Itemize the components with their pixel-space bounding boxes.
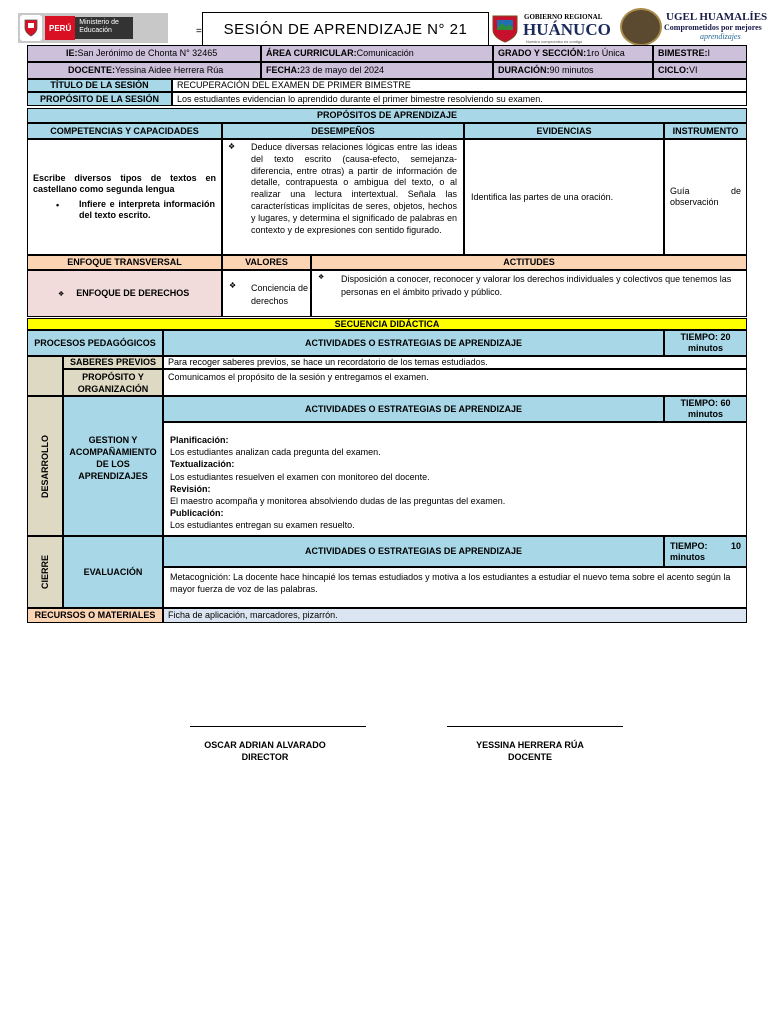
bimestre-cell: [653, 45, 747, 62]
ciclo-cell: [653, 62, 747, 79]
ie-cell: [27, 45, 261, 62]
recursos-text: Ficha de aplicación, marcadores, pizarrón.: [163, 608, 747, 623]
minedu-logo: [18, 13, 168, 43]
docente-role: DOCENTE: [507, 752, 552, 762]
cierre-phase-cell: [27, 536, 63, 608]
gestion-cell: [63, 396, 163, 536]
ciclo-label: CICLO:: [658, 65, 689, 75]
gestion-label: GESTION Y ACOMPAÑAMIENTO DE LOS APRENDIZAJES: [69, 435, 157, 481]
evaluacion-text: Metacognición: La docente hace hincapié los temas estudiados y motiva a los estudiantes a estudiar el nuevo tema sobre el acento según la mayor fuerza de voz de las palabras.: [163, 567, 747, 608]
propositos-title: PROPÓSITOS DE APRENDIZAJE: [27, 108, 747, 123]
docente-label: DOCENTE:: [68, 65, 115, 75]
cierre-time-unit: minutos: [670, 552, 705, 562]
gobierno-top-label: GOBIERNO REGIONAL: [524, 13, 603, 21]
valor-cell: [222, 270, 311, 317]
area-value: Comunicación: [356, 48, 414, 58]
actitud-bullet-icon: ❖: [318, 274, 325, 281]
valor-bullet-icon: ❖: [229, 281, 237, 290]
page-title: SESIÓN DE APRENDIZAJE N° 21: [202, 12, 489, 46]
saberes-text: Para recoger saberes previos, se hace un recordatorio de los temas estudiados.: [163, 356, 747, 369]
enfoque-text: ENFOQUE DE DERECHOS: [76, 288, 190, 298]
textualizacion-text: Los estudiantes resuelven el examen con monitoreo del docente.: [170, 471, 430, 482]
peru-shield-icon: [20, 15, 42, 41]
proposito-value: Los estudiantes evidencian lo aprendido durante el primer bimestre resolviendo su examen.: [172, 92, 747, 106]
duracion-label: DURACIÓN:: [498, 65, 550, 75]
proposito-org-label: PROPÓSITO Y ORGANIZACIÓN: [63, 369, 163, 396]
duracion-value: 90 minutos: [549, 65, 594, 75]
ciclo-value: VI: [689, 65, 698, 75]
desarrollo-time: TIEMPO: 60 minutos: [664, 396, 747, 422]
area-cell: [261, 45, 493, 62]
col-desempenos: DESEMPEÑOS: [222, 123, 464, 139]
grado-label: GRADO Y SECCIÓN:: [498, 48, 587, 58]
cierre-time-value: 10: [730, 541, 741, 551]
fecha-cell: [261, 62, 493, 79]
col-evidencias: EVIDENCIAS: [464, 123, 664, 139]
ministry-label: Ministerio de Educación: [75, 17, 133, 39]
proposito-label: PROPÓSITO DE LA SESIÓN: [27, 92, 172, 106]
inicio-time: TIEMPO: 20 minutos: [664, 330, 747, 356]
gobierno-emblem-icon: [490, 12, 520, 44]
competencia-cell: [27, 139, 222, 255]
enfoque-bullet-icon: ❖: [58, 290, 65, 298]
desarrollo-actividades-label: ACTIVIDADES O ESTRATEGIAS DE APRENDIZAJE: [163, 396, 664, 422]
proposito-org-text: Comunicamos el propósito de la sesión y entregamos el examen.: [163, 369, 747, 396]
director-role: DIRECTOR: [241, 752, 289, 762]
instrumento-cell: Guía de observación: [664, 139, 747, 255]
cierre-time: [664, 536, 747, 567]
revision-heading: Revisión:: [170, 483, 211, 494]
col-competencias: COMPETENCIAS Y CAPACIDADES: [27, 123, 222, 139]
ie-label: IE:: [66, 48, 78, 58]
peru-label: PERÚ: [45, 16, 75, 40]
title-dash: =: [196, 26, 202, 37]
evaluacion-cell: [63, 536, 163, 608]
revision-text: El maestro acompaña y monitorea absolviendo dudas de las preguntas del examen.: [170, 496, 506, 507]
fecha-label: FECHA:: [266, 65, 300, 75]
bimestre-label: BIMESTRE:: [658, 48, 708, 58]
docente-value: Yessina Aidee Herrera Rúa: [115, 65, 224, 75]
director-signature-line: [190, 726, 366, 727]
director-name: OSCAR ADRIAN ALVARADO: [204, 740, 326, 750]
gobierno-sub-label: Nuestro compromiso es contigo: [526, 39, 583, 44]
col-actitudes: ACTITUDES: [311, 255, 747, 270]
gobierno-main-label: HUÁNUCO: [523, 20, 611, 39]
titulo-value: RECUPERACIÓN DEL EXAMEN DE PRIMER BIMESTRE: [172, 79, 747, 92]
cierre-time-label: TIEMPO:: [670, 541, 708, 551]
capacidad-bullet-icon: •: [56, 200, 60, 210]
inicio-actividades-label: ACTIVIDADES O ESTRATEGIAS DE APRENDIZAJE: [163, 330, 664, 356]
secuencia-title: SECUENCIA DIDÁCTICA: [27, 318, 747, 330]
publicacion-heading: Publicación:: [170, 508, 224, 519]
planificacion-heading: Planificación:: [170, 435, 229, 445]
competencia-text: Escribe diversos tipos de textos en castellano como segunda lengua: [33, 173, 216, 194]
ie-value: San Jerónimo de Chonta N° 32465: [77, 48, 218, 58]
cierre-label: CIERRE: [40, 554, 50, 589]
col-instrumento: INSTRUMENTO: [664, 123, 747, 139]
docente-name: YESSINA HERRERA RÚA: [476, 740, 584, 750]
ugel-emblem-icon: [620, 8, 662, 46]
docente-cell: [27, 62, 261, 79]
capacidad-text: Infiere e interpreta información del texto escrito.: [79, 199, 215, 220]
procesos-label: PROCESOS PEDAGÓGICOS: [27, 330, 163, 356]
desempeno-bullet-icon: ❖: [228, 142, 236, 151]
publicacion-text: Los estudiantes entregan su examen resuelto.: [170, 520, 355, 531]
titulo-label: TÍTULO DE LA SESIÓN: [27, 79, 172, 92]
docente-signature-line: [447, 726, 623, 727]
col-enfoque: ENFOQUE TRANSVERSAL: [27, 255, 222, 270]
bimestre-value: I: [707, 48, 711, 58]
desarrollo-label: DESARROLLO: [40, 434, 50, 498]
duracion-cell: [493, 62, 653, 79]
valor-text: Conciencia de derechos: [251, 283, 309, 306]
grado-value: 1ro Única: [586, 48, 625, 58]
desarrollo-activities: [163, 422, 747, 536]
evidencia-cell: Identifica las partes de una oración.: [464, 139, 664, 255]
evaluacion-label: EVALUACIÓN: [83, 567, 143, 577]
ugel-title: UGEL HUAMALÍES: [666, 11, 768, 23]
ugel-subtitle-2: aprendizajes: [700, 32, 741, 41]
saberes-label: SABERES PREVIOS: [63, 356, 163, 369]
planificacion-text: Los estudiantes analizan cada pregunta del examen.: [170, 447, 381, 458]
cierre-actividades-label: ACTIVIDADES O ESTRATEGIAS DE APRENDIZAJE: [163, 536, 664, 567]
gobierno-regional-logo: [490, 10, 620, 46]
enfoque-cell: [27, 270, 222, 317]
actitud-text: Disposición a conocer, reconocer y valorar los derechos individuales y colectivos que tenemos las personas en el ámbito privado y público.: [341, 274, 732, 297]
desarrollo-phase-cell: [27, 396, 63, 536]
actitud-cell: [311, 270, 747, 317]
desempeno-cell: [222, 139, 464, 255]
ugel-subtitle: Comprometidos por mejores: [664, 23, 762, 32]
col-valores: VALORES: [222, 255, 311, 270]
fecha-value: 23 de mayo del 2024: [300, 65, 385, 75]
desempeno-text: Deduce diversas relaciones lógicas entre las ideas del texto escrito (causa-efecto, semejanza-diferencia, entre otras) a partir de información de detalle, contrapuesta o ambigua del texto, o al realizar una lectura intertextual. Señala las características implícitas de seres, objetos, hechos y lugares, y determina el significado de palabras en contexto y de expresiones con sentido figurado.: [251, 142, 457, 235]
recursos-label: RECURSOS O MATERIALES: [27, 608, 163, 623]
grado-cell: [493, 45, 653, 62]
area-label: ÁREA CURRICULAR:: [266, 48, 357, 58]
textualizacion-heading: Textualización:: [170, 459, 235, 470]
inicio-phase-cell: [27, 356, 63, 396]
